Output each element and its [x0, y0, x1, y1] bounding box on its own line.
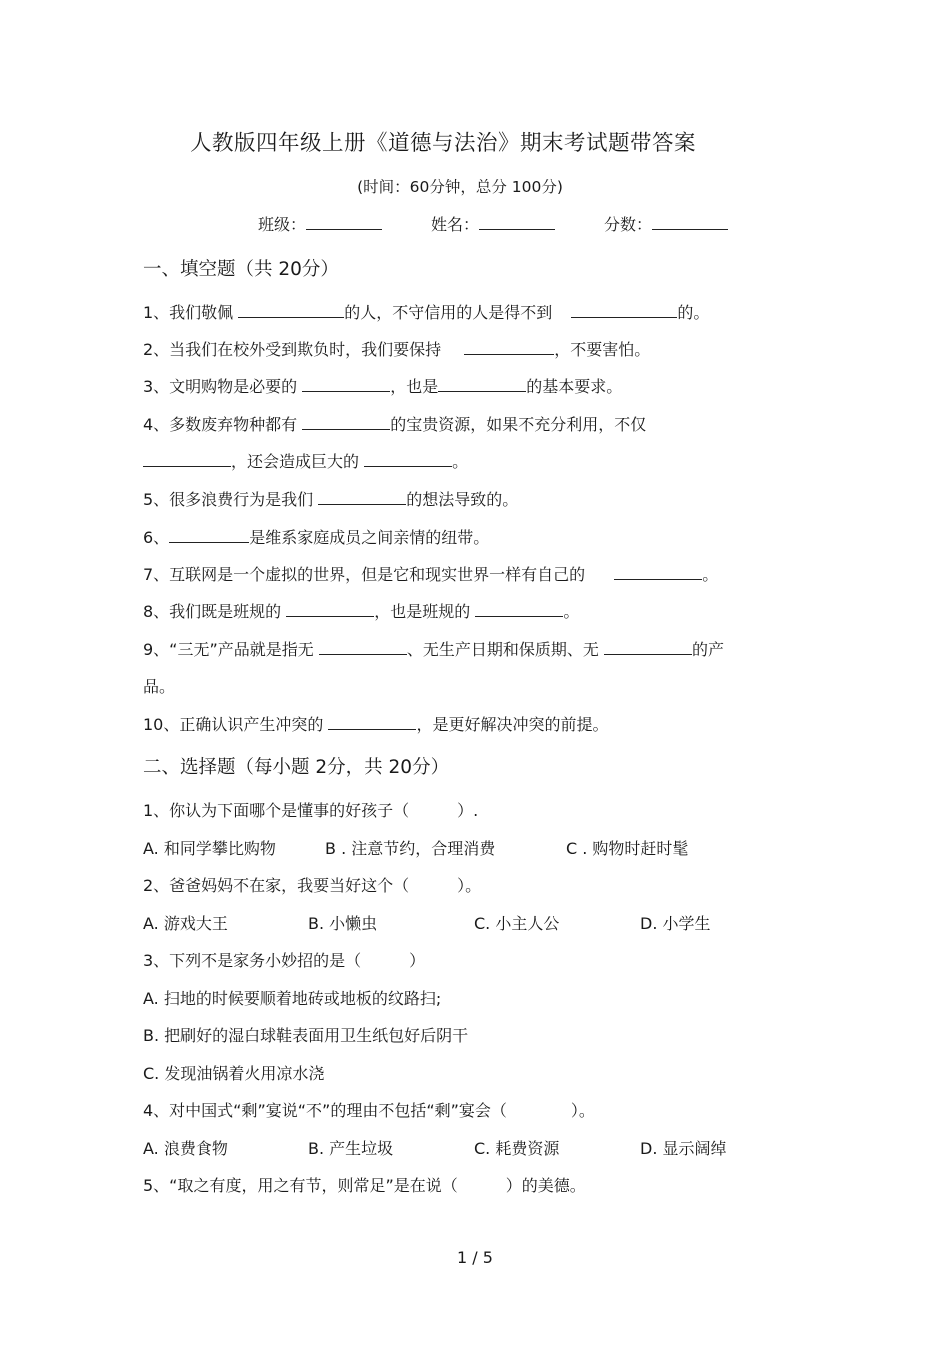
question-2-5: 5、“取之有度，用之有节，则常足”是在说（ ）的美德。 [143, 1176, 586, 1195]
text-segment: 9、“三无”产品就是指无 [143, 640, 319, 659]
answer-blank [438, 374, 526, 392]
option-2-4-d: D. 显示阔绰 [640, 1139, 727, 1158]
class-blank [306, 212, 382, 230]
option-2-1-c: C . 购物时赶时髦 [566, 839, 689, 858]
option-2-3-c: C. 发现油锅着火用凉水浇 [143, 1064, 325, 1083]
question-1-9 [143, 637, 724, 660]
question-1-1 [143, 300, 709, 323]
question-2-3: 3、下列不是家务小妙招的是（ ） [143, 951, 426, 970]
answer-blank [302, 412, 390, 430]
text-segment: 10、正确认识产生冲突的 [143, 715, 329, 734]
text-segment: 1、我们敬佩 [143, 303, 239, 322]
option-2-3-b: B. 把刷好的湿白球鞋表面用卫生纸包好后阴干 [143, 1026, 469, 1045]
question-2-2: 2、爸爸妈妈不在家，我要当好这个（ ）。 [143, 876, 482, 895]
option-2-1-a: A. 和同学攀比购物 [143, 839, 276, 858]
question-1-5 [143, 487, 518, 510]
text-segment: 的产 [691, 640, 724, 659]
option-2-4-a: A. 浪费食物 [143, 1139, 228, 1158]
page-number: 1 / 5 [457, 1248, 493, 1267]
question-1-10 [143, 712, 608, 735]
text-segment: 3、文明购物是必要的 [143, 377, 303, 396]
name-blank [479, 212, 555, 230]
text-segment: 8、我们既是班规的 [143, 602, 287, 621]
text-segment: ，也是 [390, 377, 439, 396]
text-segment: ，也是班规的 [374, 602, 476, 621]
answer-blank [143, 449, 231, 467]
option-2-2-c: C. 小主人公 [474, 914, 560, 933]
text-segment: 6、 [143, 528, 170, 547]
question-1-8 [143, 599, 579, 622]
question-1-4 [143, 412, 646, 435]
question-2-4: 4、对中国式“剩”宴说“不”的理由不包括“剩”宴会（ ）。 [143, 1101, 595, 1120]
option-2-4-b: B. 产生垃圾 [308, 1139, 394, 1158]
exam-subtitle: (时间：60分钟，总分 100分) [357, 178, 563, 196]
answer-blank [169, 525, 249, 543]
option-2-2-d: D. 小学生 [640, 914, 711, 933]
answer-blank [286, 599, 374, 617]
text-segment: ，不要害怕。 [554, 340, 651, 359]
page-title: 人教版四年级上册《道德与法治》期末考试题带答案 [189, 131, 696, 156]
text-segment: 品。 [143, 677, 176, 696]
question-1-6 [143, 525, 489, 548]
text-segment: 。 [452, 452, 469, 471]
answer-blank [614, 562, 702, 580]
option-2-2-a: A. 游戏大王 [143, 914, 228, 933]
text-segment: 4、多数废弃物种都有 [143, 415, 303, 434]
text-segment: 的基本要求。 [526, 377, 623, 396]
text-segment: 、无生产日期和保质期、无 [406, 640, 604, 659]
class-label: 班级： [258, 215, 307, 234]
answer-blank [475, 599, 563, 617]
text-segment: 的宝贵资源，如果不充分利用，不仅 [390, 415, 647, 434]
text-segment: 5、很多浪费行为是我们 [143, 490, 319, 509]
score-label: 分数： [604, 215, 653, 234]
option-2-2-b: B. 小懒虫 [308, 914, 378, 933]
name-field [431, 212, 555, 235]
question-1-3 [143, 374, 622, 397]
option-2-1-b: B . 注意节约，合理消费 [325, 839, 496, 858]
answer-blank [318, 487, 406, 505]
answer-blank [302, 374, 390, 392]
answer-blank [364, 449, 452, 467]
answer-blank [328, 712, 416, 730]
question-1-2 [143, 337, 650, 360]
text-segment: 。 [563, 602, 580, 621]
question-1-9-continued [143, 674, 175, 697]
option-2-4-c: C. 耗费资源 [474, 1139, 560, 1158]
section-heading-fill-in: 一、填空题（共 20分） [143, 259, 339, 280]
text-segment: 是维系家庭成员之间亲情的纽带。 [249, 528, 490, 547]
answer-blank [319, 637, 407, 655]
text-segment: 的。 [677, 303, 710, 322]
text-segment: 。 [702, 565, 719, 584]
text-segment: ，是更好解决冲突的前提。 [416, 715, 609, 734]
question-1-4-continued [143, 449, 468, 472]
class-field [258, 212, 382, 235]
text-segment: ，还会造成巨大的 [231, 452, 365, 471]
answer-blank [604, 637, 692, 655]
answer-blank [238, 300, 344, 318]
question-1-7 [143, 562, 718, 585]
score-field [604, 212, 728, 235]
text-segment: 的人，不守信用的人是得不到 [344, 303, 558, 322]
option-2-3-a: A. 扫地的时候要顺着地砖或地板的纹路扫; [143, 989, 442, 1008]
text-segment: 的想法导致的。 [406, 490, 519, 509]
section-heading-multiple-choice: 二、选择题（每小题 2分，共 20分） [143, 757, 450, 778]
answer-blank [571, 300, 677, 318]
score-blank [652, 212, 728, 230]
question-2-1: 1、你认为下面哪个是懂事的好孩子（ ）. [143, 801, 479, 820]
text-segment: 7、互联网是一个虚拟的世界，但是它和现实世界一样有自己的 [143, 565, 591, 584]
name-label: 姓名： [431, 215, 480, 234]
text-segment: 2、当我们在校外受到欺负时，我们要保持 [143, 340, 447, 359]
answer-blank [464, 337, 554, 355]
